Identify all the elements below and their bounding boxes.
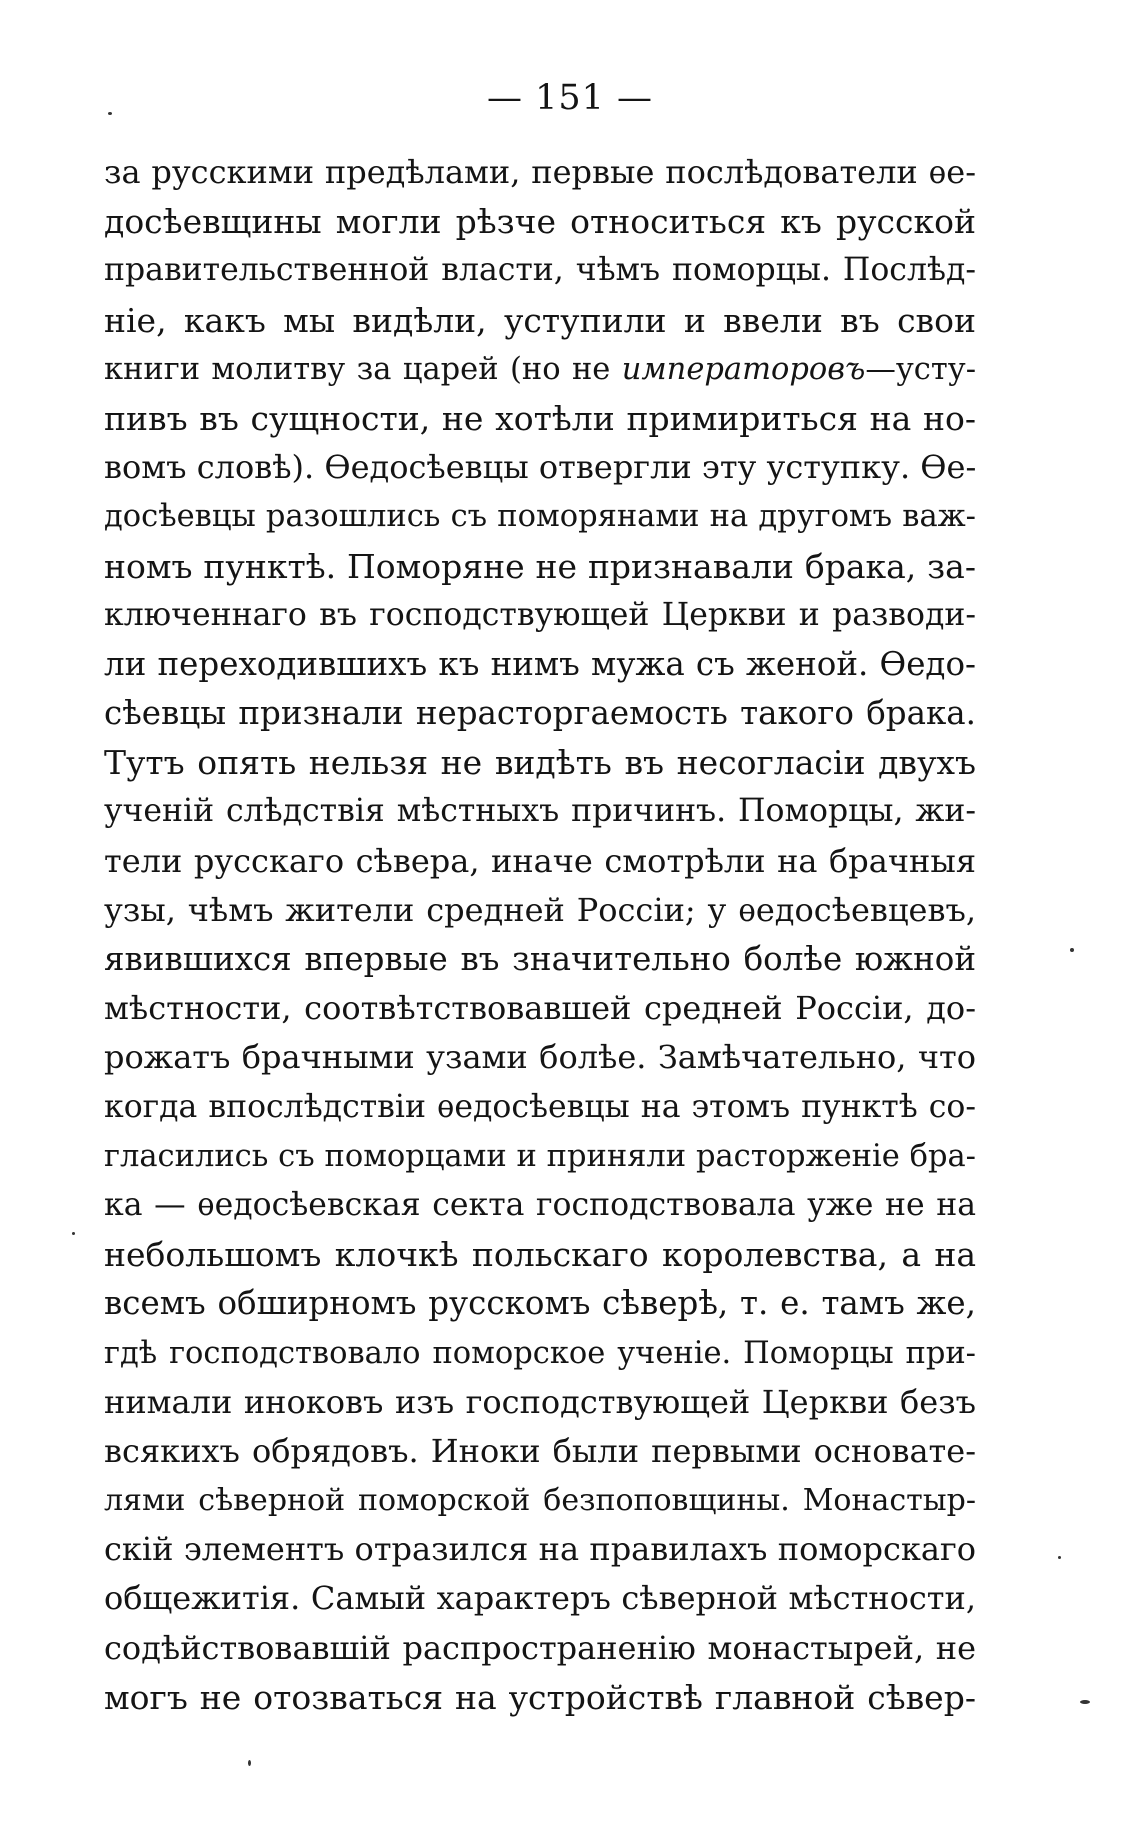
text-line: ка — ѳедосѣевская секта господствовала уже не на (104, 1186, 976, 1223)
text-line: ученiй слѣдствiя мѣстныхъ причинъ. Поморцы, жи- (104, 793, 976, 830)
text-line: сѣевцы признали нерасторгаемость такого брака. (104, 694, 976, 733)
text-line: общежитiя. Самый характеръ сѣверной мѣстности, (104, 1579, 976, 1618)
scan-speck (1080, 1700, 1090, 1704)
text-line: лями сѣверной поморской безпоповщины. Монастыр- (104, 1483, 976, 1519)
text-line: правительственной власти, чѣмъ поморцы. Послѣд- (104, 252, 976, 289)
text-line: небольшомъ клочкѣ польскаго королевства, а на (104, 1235, 976, 1275)
text-line: ключеннаго въ господствующей Церкви и разводи- (104, 596, 976, 633)
text-line: вомъ словѣ). Ѳедосѣевцы отвергли эту уступку. Ѳе- (104, 448, 977, 487)
text-line: тели русскаго сѣвера, иначе смотрѣли на брачныя (104, 841, 976, 880)
text-line: могъ не отозваться на устройствѣ главной сѣвер- (104, 1677, 976, 1717)
text-line: пивъ въ сущности, не хотѣли примириться на но- (104, 398, 976, 438)
text-line: нимали иноковъ изъ господствующей Церкви безъ (104, 1382, 976, 1421)
page-number: — 151 — (486, 78, 654, 118)
text-line: содѣйствовавшiй распространенiю монастырей, не (104, 1628, 976, 1667)
text-line: гдѣ господствовало поморское ученiе. Поморцы при- (104, 1335, 976, 1371)
text-line: гласились съ поморцами и приняли расторженiе бра- (104, 1138, 976, 1174)
text-line: за русскими предѣлами, первые послѣдователи ѳе- (104, 153, 976, 191)
scan-speck (1058, 1556, 1061, 1559)
text-line: явившихся впервые въ значительно болѣе южной (104, 940, 976, 978)
text-line: номъ пунктѣ. Поморяне не признавали брака, за- (104, 546, 976, 586)
text-line: досѣевцы разошлись съ поморянами на другомъ важ- (104, 499, 976, 535)
text-line: всякихъ обрядовъ. Иноки были первыми основате- (104, 1431, 976, 1470)
scan-speck (108, 112, 112, 115)
text-line: скiй элементъ отразился на правилахъ поморскаго (104, 1530, 976, 1569)
text-line: ли переходившихъ къ нимъ мужа съ женой. Ѳедо- (104, 644, 976, 683)
scan-speck (72, 1232, 75, 1235)
text-line: всемъ обширномъ русскомъ сѣверѣ, т. е. тамъ же, (104, 1284, 976, 1323)
text-line: нiе, какъ мы видѣли, уступили и ввели въ свои (104, 300, 976, 340)
italic-word: императоровъ (621, 351, 866, 387)
scan-speck (1070, 948, 1074, 952)
text-line: досѣевщины могли рѣзче относиться къ русской (104, 202, 976, 242)
text-line: мѣстности, соотвѣтствовавшей средней Россiи, до- (104, 989, 976, 1028)
text-line (104, 345, 976, 394)
text-line: узы, чѣмъ жители средней Россiи; у ѳедосѣевцевъ, (104, 890, 976, 929)
text-segment: книги молитву за царей (но не (104, 351, 622, 387)
text-line: рожатъ брачными узами болѣе. Замѣчательно, что (104, 1038, 976, 1077)
text-line: когда впослѣдствiи ѳедосѣевцы на этомъ пунктѣ со- (104, 1088, 976, 1125)
body-text (104, 148, 976, 1722)
text-line: Тутъ опять нельзя не видѣть въ несогласiи двухъ (104, 743, 976, 783)
text-segment: —усту- (865, 351, 976, 387)
scan-speck (248, 1760, 251, 1766)
